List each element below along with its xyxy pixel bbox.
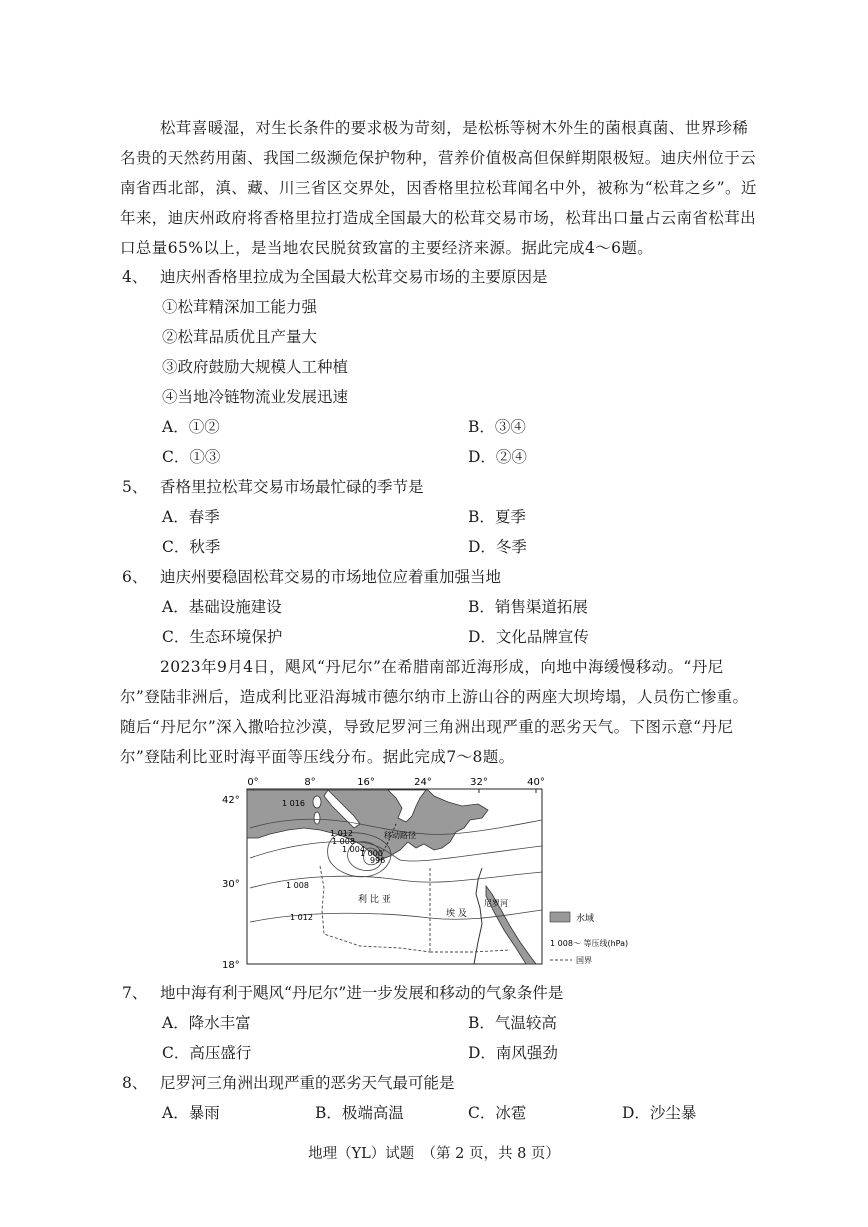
question-8-stem: 8、 尼罗河三角洲出现严重的恶劣天气最可能是 xyxy=(122,1074,455,1092)
movement-path-label: 移动路径 xyxy=(384,831,416,840)
question-7-stem: 7、 地中海有利于飓风“丹尼尔”进一步发展和移动的气象条件是 xyxy=(122,984,564,1002)
isobar-label: 1 008 xyxy=(332,837,355,846)
q4-option-d[interactable]: D．②④ xyxy=(468,448,527,466)
lon-label: 32° xyxy=(470,777,488,788)
q8-option-d[interactable]: D．沙尘暴 xyxy=(622,1104,697,1122)
lat-label: 18° xyxy=(222,960,240,971)
lon-label: 0° xyxy=(247,777,259,788)
isobar-label: 1 004 xyxy=(342,845,365,854)
legend-water-swatch xyxy=(550,912,570,922)
isobar-label: 1 000 xyxy=(360,849,383,858)
lon-label: 24° xyxy=(414,777,432,788)
label-nile: 尼罗河 xyxy=(484,899,508,908)
question-6-stem: 6、 迪庆州要稳固松茸交易的市场地位应着重加强当地 xyxy=(122,568,502,586)
passage-songrong: 松茸喜暖湿，对生长条件的要求极为苛刻，是松栎等树木外生的菌根真菌、世界珍稀名贵的天然药用菌、我国二级濒危保护物种，营养价值极高但保鲜期限极短。迪庆州位于云南省西北部，滇、藏、川三省区交界处，因香格里拉松茸闻名中外，被称为“松茸之乡”。近年来，迪庆州政府将香格里拉打造成全国最大的松茸交易市场，松茸出口量占云南省松茸出口总量65%以上，是当地农民脱贫致富的主要经济来源。据此完成4～6题。 xyxy=(120,119,757,257)
lon-label: 40° xyxy=(527,777,545,788)
lat-label: 42° xyxy=(222,795,240,806)
isobar-label: 1 012 xyxy=(330,829,353,838)
page-footer: 地理（YL）试题 （第 2 页，共 8 页） xyxy=(308,1146,560,1162)
q4-option-a[interactable]: A．①② xyxy=(162,418,220,436)
q4-item-3: ③政府鼓励大规模人工种植 xyxy=(162,358,349,376)
isobar-label: 996 xyxy=(370,856,386,865)
label-egypt: 埃 及 xyxy=(446,909,467,919)
q8-option-a[interactable]: A．暴雨 xyxy=(162,1104,220,1122)
q5-option-d[interactable]: D．冬季 xyxy=(468,538,527,556)
isobar-map xyxy=(220,776,640,972)
legend-water-label: 水域 xyxy=(576,914,595,924)
legend-border-label: 国界 xyxy=(576,956,592,965)
q7-option-b[interactable]: B．气温较高 xyxy=(468,1014,557,1032)
q5-option-b[interactable]: B．夏季 xyxy=(468,508,526,526)
q7-option-c[interactable]: C．高压盛行 xyxy=(162,1044,252,1062)
question-5-stem: 5、 香格里拉松茸交易市场最忙碌的季节是 xyxy=(122,478,424,496)
isobar-label: 1 012 xyxy=(290,913,313,922)
q6-option-a[interactable]: A．基础设施建设 xyxy=(162,598,282,616)
question-4-stem: 4、 迪庆州香格里拉成为全国最大松茸交易市场的主要原因是 xyxy=(122,268,548,286)
q6-option-c[interactable]: C．生态环境保护 xyxy=(162,628,283,646)
q4-item-4: ④当地冷链物流业发展迅速 xyxy=(162,388,349,406)
land-corsica xyxy=(313,796,321,808)
q5-option-a[interactable]: A．春季 xyxy=(162,508,220,526)
q4-item-2: ②松茸品质优且产量大 xyxy=(162,328,318,346)
q4-item-1: ①松茸精深加工能力强 xyxy=(162,298,318,316)
lon-label: 8° xyxy=(304,777,316,788)
land-sardinia xyxy=(314,812,320,824)
q4-option-c[interactable]: C．①③ xyxy=(162,448,221,466)
label-libya: 利 比 亚 xyxy=(358,895,391,905)
q8-option-c[interactable]: C．冰雹 xyxy=(468,1104,527,1122)
legend-isobar-label: 1 008～ 等压线(hPa) xyxy=(550,939,629,948)
q8-option-b[interactable]: B．极端高温 xyxy=(315,1104,404,1122)
q4-option-b[interactable]: B．③④ xyxy=(468,418,526,436)
q6-option-b[interactable]: B．销售渠道拓展 xyxy=(468,598,588,616)
isobar-label: 1 008 xyxy=(286,881,309,890)
passage-daniel: 2023年9月4日，飓风“丹尼尔”在希腊南部近海形成，向地中海缓慢移动。“丹尼尔”登陆非洲后，造成利比亚沿海城市德尔纳市上游山谷的两座大坝垮塌，人员伤亡惨重。随后“丹尼尔”深入撒哈拉沙漠，导致尼罗河三角洲出现严重的恶劣天气。下图示意“丹尼尔”登陆利比亚时海平面等压线分布。据此完成7～8题。 xyxy=(120,658,749,766)
q7-option-a[interactable]: A．降水丰富 xyxy=(162,1014,251,1032)
lon-label: 16° xyxy=(357,777,375,788)
isobar-label: 1 016 xyxy=(282,799,305,808)
q7-option-d[interactable]: D．南风强劲 xyxy=(468,1044,558,1062)
q6-option-d[interactable]: D．文化品牌宣传 xyxy=(468,628,589,646)
lat-label: 30° xyxy=(222,879,240,890)
q5-option-c[interactable]: C．秋季 xyxy=(162,538,221,556)
